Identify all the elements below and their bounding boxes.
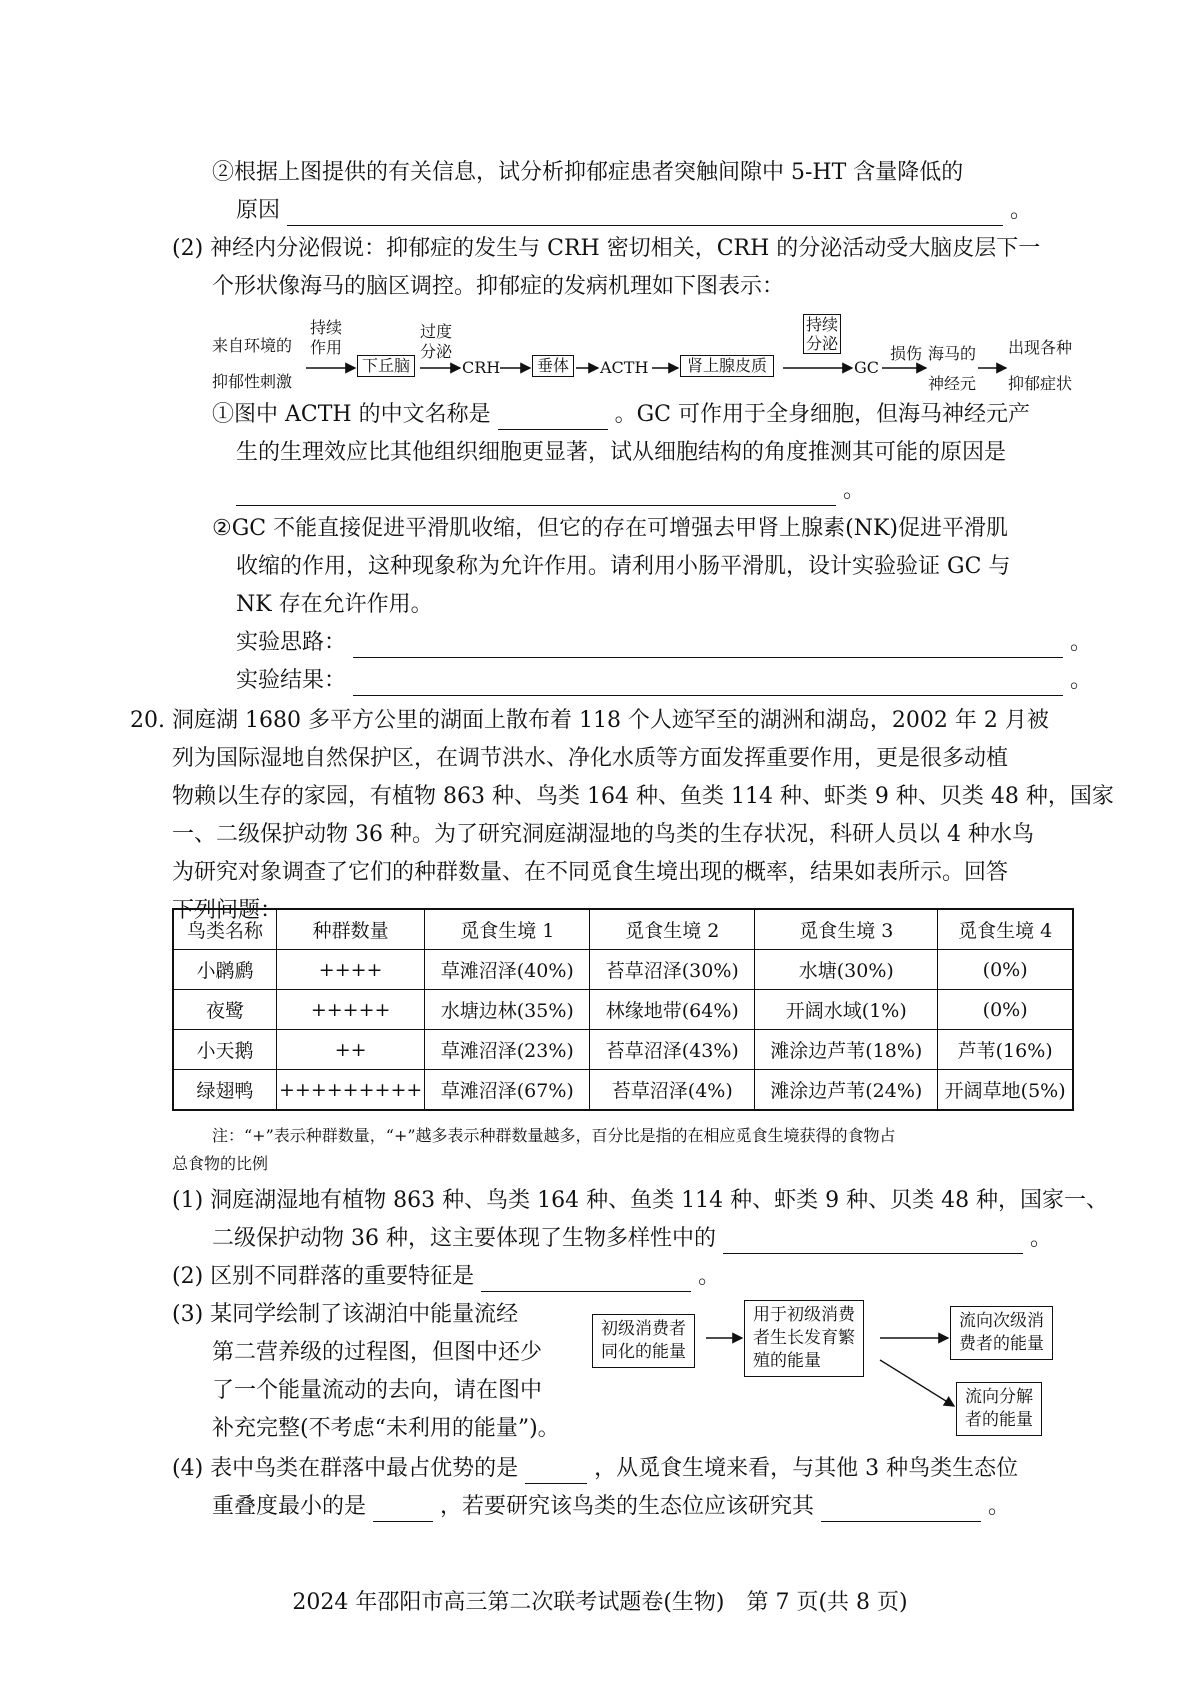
period: 。 <box>988 1494 1011 1519</box>
experiment-result-label: 实验结果： <box>236 668 347 693</box>
box-line: 用于初级消费 <box>753 1305 855 1325</box>
flow-target-bottom: 神经元 <box>928 374 977 393</box>
acth-name-blank[interactable] <box>498 405 608 430</box>
q20-p4-text-c: 重叠度最小的是 <box>212 1494 367 1519</box>
box-assimilated-energy <box>592 1314 695 1368</box>
box-hypothalamus: 下丘脑 <box>357 355 415 377</box>
niche-study-blank[interactable] <box>821 1497 981 1522</box>
q20-line3: 物赖以生存的家园，有植物 863 种、鸟类 164 种、鱼类 114 种、虾类 9 种、贝类 48 种，国家 <box>172 784 1114 809</box>
q20-line4: 一、二级保护动物 36 种。为了研究洞庭湖湿地的鸟类的生存状况，科研人员以 4 种水鸟 <box>172 822 1034 847</box>
table-header-cell: 种群数量 <box>277 909 425 950</box>
q20-p4-line1 <box>172 1454 1018 1484</box>
q19-s1-line2: 生的生理效应比其他组织细胞更显著，试从细胞结构的角度推测其可能的原因是 <box>236 440 1007 465</box>
table-cell: (0%) <box>938 950 1073 990</box>
table-cell: 滩涂边芦苇(18%) <box>755 1030 938 1070</box>
table-row <box>173 1070 1073 1111</box>
table-cell: (0%) <box>938 990 1073 1030</box>
q20-line6: 下列问题： <box>172 898 283 923</box>
table-cell: 水塘边林(35%) <box>425 990 590 1030</box>
flow-acth: ACTH <box>600 358 649 377</box>
table-header-cell: 觅食生境 3 <box>755 909 938 950</box>
table-cell: 开阔草地(5%) <box>938 1070 1073 1111</box>
q19-s1-line3 <box>236 476 865 506</box>
q20-p2-text: (2) 区别不同群落的重要特征是 <box>172 1264 475 1289</box>
least-overlap-blank[interactable] <box>373 1497 433 1522</box>
arrow2-label-bottom: 分泌 <box>420 342 453 361</box>
q20-p2-line <box>172 1262 720 1292</box>
arrow6-label: 损伤 <box>890 344 923 363</box>
table-header-cell: 觅食生境 2 <box>590 909 755 950</box>
energy-arrow <box>880 1360 954 1406</box>
q19-part2-line1: (2) 神经内分泌假说：抑郁症的发生与 CRH 密切相关，CRH 的分泌活动受大脑皮层下一 <box>172 236 1041 261</box>
table-row <box>173 990 1073 1030</box>
flow-crh: CRH <box>462 358 501 377</box>
table-header-row <box>173 909 1073 950</box>
period: 。 <box>698 1264 721 1289</box>
table-header-cell: 觅食生境 1 <box>425 909 590 950</box>
q19-p2-label: 原因 <box>236 198 281 223</box>
community-feature-blank[interactable] <box>481 1267 691 1292</box>
q19-p2-line2 <box>236 196 1032 226</box>
flow-gc: GC <box>854 358 880 377</box>
q20-p1-line2 <box>212 1224 1052 1254</box>
table-cell: 苔草沼泽(4%) <box>590 1070 755 1111</box>
table-cell: 苔草沼泽(30%) <box>590 950 755 990</box>
table-cell: 开阔水域(1%) <box>755 990 938 1030</box>
answer-blank[interactable] <box>287 201 1003 226</box>
table-cell: 滩涂边芦苇(24%) <box>755 1070 938 1111</box>
box-line: 初级消费者 <box>601 1319 686 1339</box>
table-header-cell: 鸟类名称 <box>173 909 277 950</box>
q19-part2-line2: 个形状像海马的脑区调控。抑郁症的发病机理如下图表示： <box>212 274 785 299</box>
experiment-idea-line <box>236 628 1092 658</box>
table-cell: 小天鹅 <box>173 1030 277 1070</box>
table-cell: +++++ <box>277 990 425 1030</box>
table-note-line1: 注：“+”表示种群数量，“+”越多表示种群数量越多，百分比是指的在相应觅食生境获得的食物占 <box>212 1126 896 1145</box>
bird-habitat-table <box>172 908 1074 1111</box>
q20-p4-text-b: ，从觅食生境来看，与其他 3 种鸟类生态位 <box>594 1456 1019 1481</box>
q19-s1-line1 <box>212 400 1030 430</box>
table-note-line2: 总食物的比例 <box>172 1154 269 1173</box>
q20-line1: 20. 洞庭湖 1680 多平方公里的湖面上散布着 118 个人迹罕至的湖洲和湖岛，2002 年 2 月被 <box>130 708 1049 733</box>
experiment-idea-label: 实验思路： <box>236 630 347 655</box>
experiment-result-blank[interactable] <box>353 671 1063 696</box>
q20-p3-line2: 第二营养级的过程图，但图中还少 <box>212 1340 543 1365</box>
table-cell: 林缘地带(64%) <box>590 990 755 1030</box>
q20-line5: 为研究对象调查了它们的种群数量、在不同觅食生境出现的概率，结果如表所示。回答 <box>172 860 1009 885</box>
table-cell: 夜鹭 <box>173 990 277 1030</box>
period: 。 <box>1029 1226 1052 1251</box>
table-cell: 绿翅鸭 <box>173 1070 277 1111</box>
s1-text-b: 。GC 可作用于全身细胞，但海马神经元产 <box>614 402 1030 427</box>
flow-result-bottom: 抑郁症状 <box>1008 374 1073 393</box>
flow-source-top: 来自环境的 <box>212 336 293 355</box>
q19-s2-line1: ②GC 不能直接促进平滑肌收缩，但它的存在可增强去甲肾上腺素(NK)促进平滑肌 <box>212 516 1008 541</box>
table-cell: 水塘(30%) <box>755 950 938 990</box>
q19-s2-line2: 收缩的作用，这种现象称为允许作用。请利用小肠平滑肌，设计实验验证 GC 与 <box>236 554 1011 579</box>
flow-result-top: 出现各种 <box>1008 338 1073 357</box>
box-line: 殖的能量 <box>753 1351 821 1371</box>
box-adrenal-cortex: 肾上腺皮质 <box>680 355 774 377</box>
box-secondary-consumer-energy <box>950 1306 1053 1360</box>
period: 。 <box>1010 198 1033 223</box>
arrow5-box-top: 持续 <box>806 315 839 334</box>
table-cell: 草滩沼泽(23%) <box>425 1030 590 1070</box>
box-line: 者的能量 <box>965 1410 1033 1430</box>
arrow1-label-top: 持续 <box>310 318 343 337</box>
q20-p1-text: 二级保护动物 36 种，这主要体现了生物多样性中的 <box>212 1226 716 1251</box>
box-line: 费者的能量 <box>959 1334 1044 1354</box>
period: 。 <box>843 478 866 503</box>
table-cell: 苔草沼泽(43%) <box>590 1030 755 1070</box>
biodiversity-blank[interactable] <box>723 1229 1023 1254</box>
experiment-idea-blank[interactable] <box>353 633 1063 658</box>
box-growth-energy <box>744 1300 864 1377</box>
table-row <box>173 950 1073 990</box>
q20-p3-line4: 补充完整(不考虑“未利用的能量”)。 <box>212 1416 560 1441</box>
q19-s2-line3: NK 存在允许作用。 <box>236 592 433 617</box>
box-line: 同化的能量 <box>601 1342 686 1362</box>
box-decomposer-energy <box>956 1382 1042 1436</box>
table-cell: 草滩沼泽(67%) <box>425 1070 590 1111</box>
flow-source-bottom: 抑郁性刺激 <box>212 372 293 391</box>
table-cell: 芦苇(16%) <box>938 1030 1073 1070</box>
table-cell: 草滩沼泽(40%) <box>425 950 590 990</box>
box-line: 者生长发育繁 <box>753 1328 855 1348</box>
s1-text-a: ①图中 ACTH 的中文名称是 <box>212 402 491 427</box>
table-cell: ++++ <box>277 950 425 990</box>
table-cell: ++ <box>277 1030 425 1070</box>
dominant-bird-blank[interactable] <box>525 1459 587 1484</box>
period: 。 <box>1070 630 1093 655</box>
box-line: 流向次级消 <box>959 1311 1044 1331</box>
box-pituitary: 垂体 <box>532 355 574 377</box>
arrow5-box <box>803 314 841 354</box>
q20-p4-text-a: (4) 表中鸟类在群落中最占优势的是 <box>172 1456 519 1481</box>
reason-blank[interactable] <box>236 481 836 506</box>
q20-p4-text-d: ，若要研究该鸟类的生态位应该研究其 <box>440 1494 815 1519</box>
arrow5-box-bottom: 分泌 <box>806 334 839 353</box>
q20-p1-line1: (1) 洞庭湖湿地有植物 863 种、鸟类 164 种、鱼类 114 种、虾类 9 种、贝类 48 种，国家一、 <box>172 1188 1109 1213</box>
q20-p3-line3: 了一个能量流动的去向，请在图中 <box>212 1378 543 1403</box>
table-cell: +++++++++ <box>277 1070 425 1111</box>
q19-p2-line1: ②根据上图提供的有关信息，试分析抑郁症患者突触间隙中 5-HT 含量降低的 <box>212 160 964 185</box>
q20-p3-line1: (3) 某同学绘制了该湖泊中能量流经 <box>172 1302 519 1327</box>
table-header-cell: 觅食生境 4 <box>938 909 1073 950</box>
q20-line2: 列为国际湿地自然保护区，在调节洪水、净化水质等方面发挥重要作用，更是很多动植 <box>172 746 1009 771</box>
experiment-result-line <box>236 666 1092 696</box>
period: 。 <box>1070 668 1093 693</box>
table-cell: 小䴙䴘 <box>173 950 277 990</box>
table-row <box>173 1030 1073 1070</box>
q20-p4-line2 <box>212 1492 1010 1522</box>
arrow1-label-bottom: 作用 <box>310 338 343 357</box>
box-line: 流向分解 <box>965 1387 1033 1407</box>
flow-target-top: 海马的 <box>928 344 977 363</box>
arrow2-label-top: 过度 <box>420 322 453 341</box>
page-footer: 2024 年邵阳市高三第二次联考试题卷(生物) 第 7 页(共 8 页) <box>292 1590 908 1615</box>
